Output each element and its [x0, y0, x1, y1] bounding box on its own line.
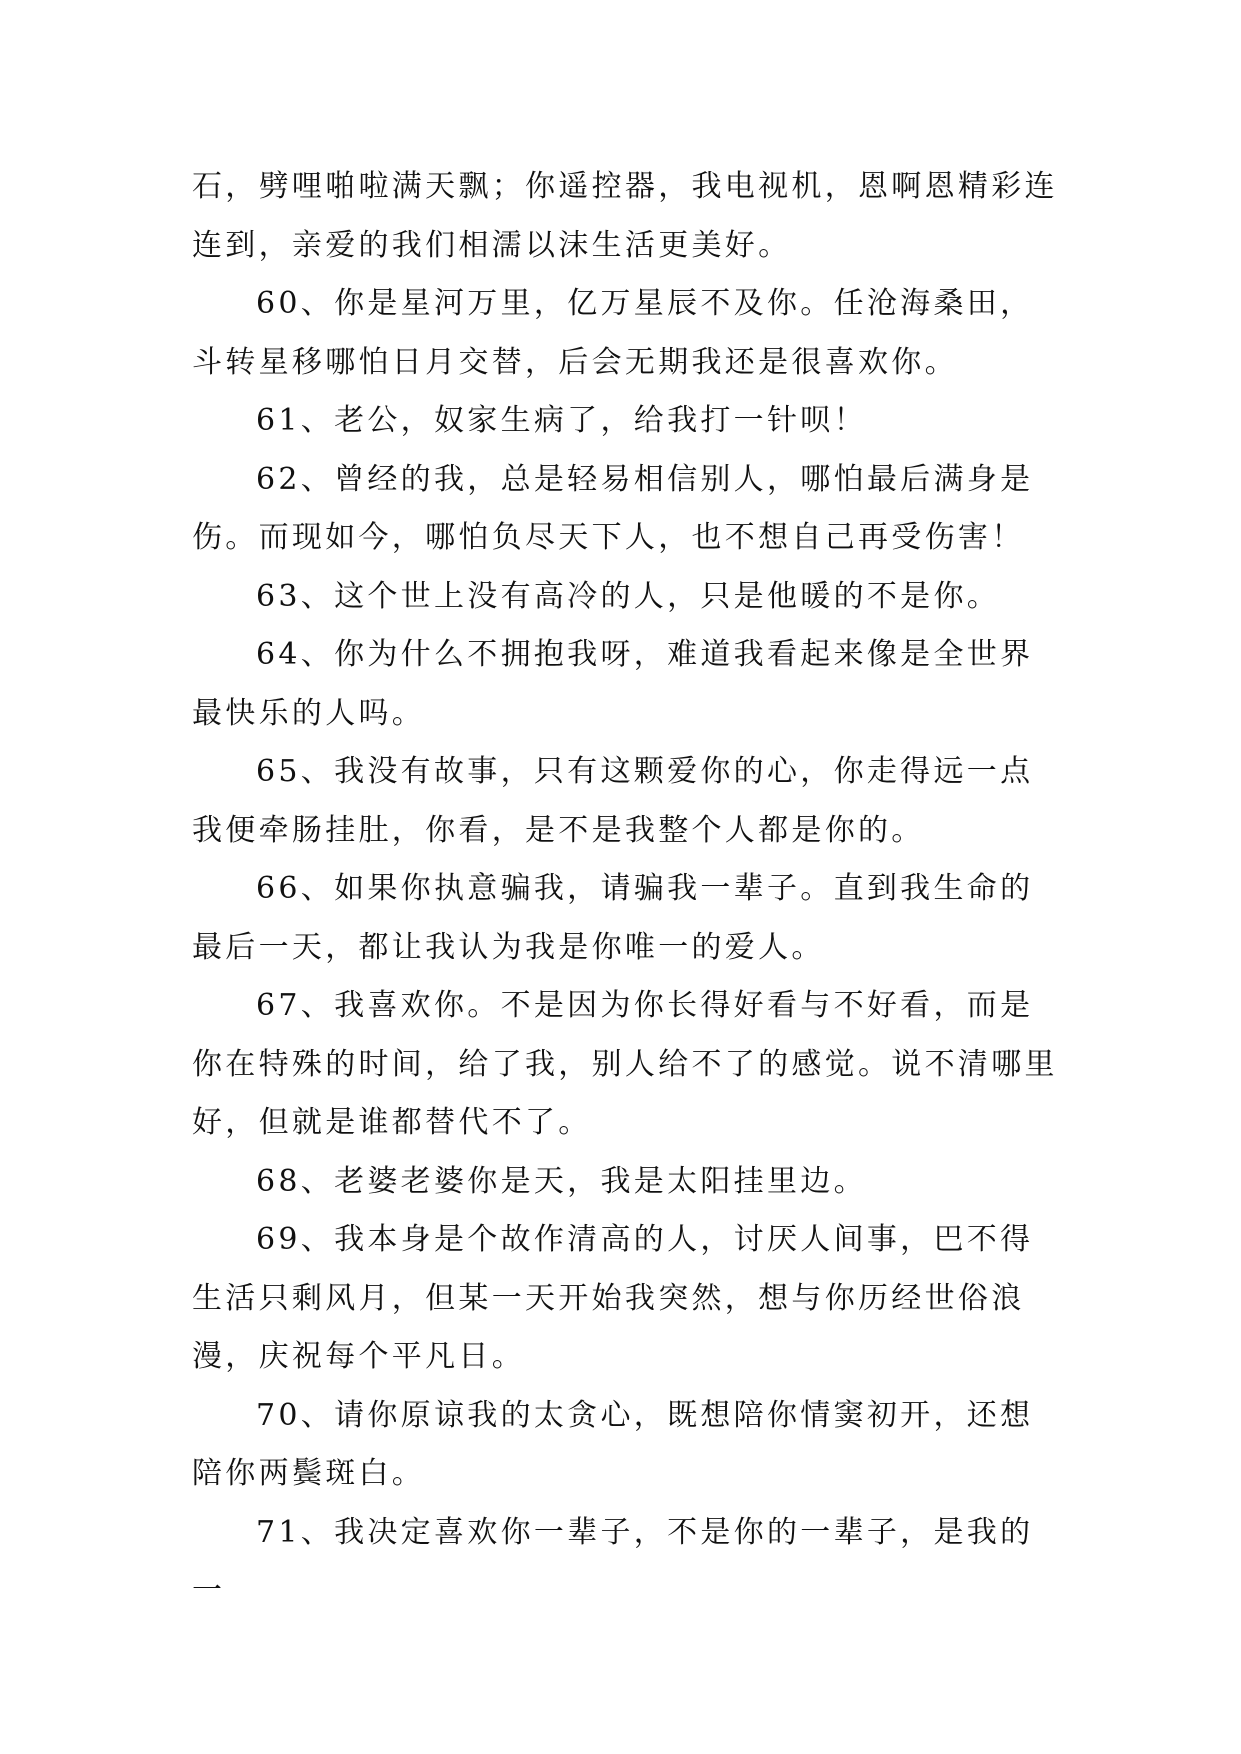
paragraph-continuation: 石，劈哩啪啦满天飘；你遥控器，我电视机，恩啊恩精彩连连到，亲爱的我们相濡以沫生活更美好。 [192, 169, 1058, 263]
paragraph-63: 63、这个世上没有高冷的人，只是他暖的不是你。 [256, 578, 1001, 614]
paragraph-66: 66、如果你执意骗我，请骗我一辈子。直到我生命的最后一天，都让我认为我是你唯一的爱人。 [192, 871, 1034, 965]
paragraph-67: 67、我喜欢你。不是因为你长得好看与不好看，而是你在特殊的时间，给了我，别人给不了的感觉。说不清哪里好，但就是谁都替代不了。 [192, 988, 1058, 1140]
paragraph-70: 70、请你原谅我的太贪心，既想陪你情窦初开，还想陪你两鬓斑白。 [192, 1397, 1034, 1491]
paragraph-64: 64、你为什么不拥抱我呀，难道我看起来像是全世界最快乐的人吗。 [192, 637, 1034, 731]
document-body [192, 158, 1058, 1621]
paragraph-68: 68、老婆老婆你是天，我是太阳挂里边。 [256, 1163, 867, 1199]
paragraph-65: 65、我没有故事，只有这颗爱你的心，你走得远一点我便牵肠挂肚，你看，是不是我整个人都是你的。 [192, 754, 1034, 848]
paragraph-60: 60、你是星河万里，亿万星辰不及你。任沧海桑田，斗转星移哪怕日月交替，后会无期我还是很喜欢你。 [192, 286, 1034, 380]
paragraph-69: 69、我本身是个故作清高的人，讨厌人间事，巴不得生活只剩风月，但某一天开始我突然，想与你历经世俗浪漫，庆祝每个平凡日。 [192, 1222, 1034, 1374]
paragraph-61: 61、老公，奴家生病了，给我打一针呗！ [256, 403, 867, 438]
paragraph-71: 71、我决定喜欢你一辈子，不是你的一辈子，是我的一 [192, 1514, 1034, 1608]
paragraph-62: 62、曾经的我，总是轻易相信别人，哪怕最后满身是伤。而现如今，哪怕负尽天下人，也不想自己再受伤害！ [192, 461, 1034, 555]
